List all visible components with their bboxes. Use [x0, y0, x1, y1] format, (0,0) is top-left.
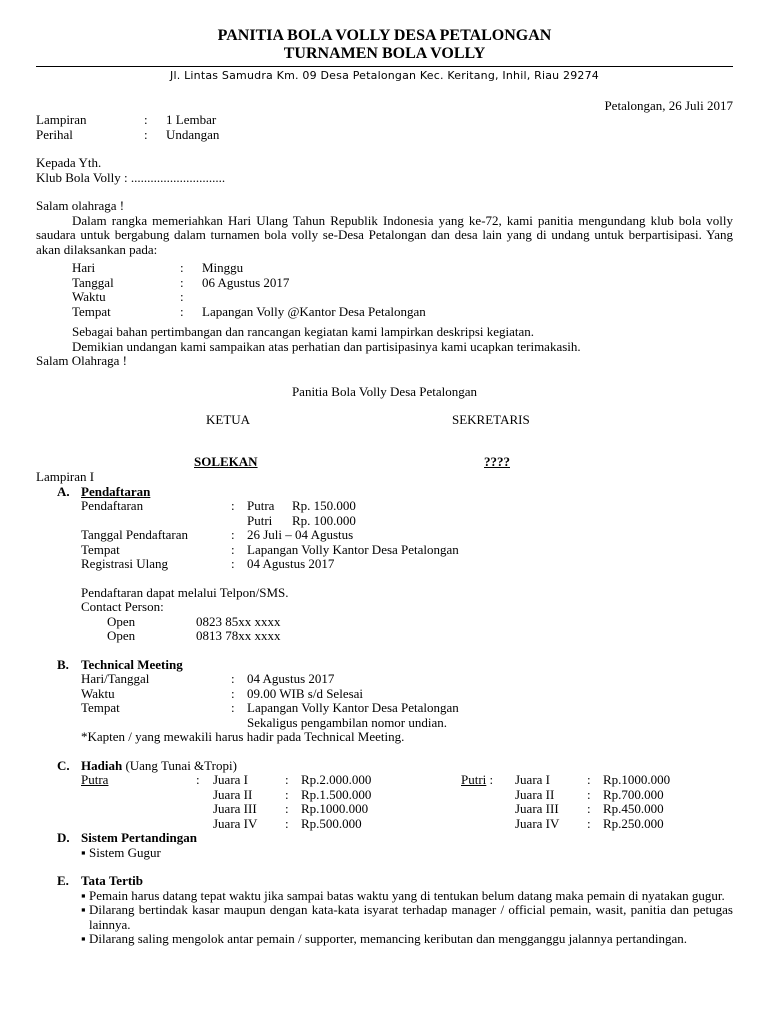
signature-names [36, 455, 733, 470]
event-row [72, 261, 733, 276]
prize-rank: Juara III [515, 801, 559, 816]
meeting-colon: : [231, 685, 235, 701]
section-title: Pendaftaran [81, 483, 151, 499]
registration-row [81, 543, 733, 558]
registration-colon: : [231, 527, 235, 542]
section-letter: A. [57, 483, 70, 499]
event-key: Tempat [72, 303, 111, 319]
prize-putri-colon: : [489, 772, 494, 787]
meeting-row [81, 687, 733, 702]
meta-row [36, 113, 733, 128]
event-row [72, 305, 733, 320]
registration-value: 26 Juli – 04 Agustus [247, 527, 354, 542]
event-key: Waktu [72, 289, 106, 304]
meta-key: Lampiran [36, 112, 87, 127]
fee-key: Pendaftaran [81, 498, 144, 513]
signature-roles [36, 413, 733, 428]
prize-rank: Juara I [515, 772, 551, 787]
meeting-value: 04 Agustus 2017 [247, 671, 335, 686]
prize-colon: : [285, 786, 289, 802]
meeting-colon [231, 716, 247, 731]
prize-amount: Rp.500.000 [301, 815, 362, 831]
prize-putri-label: Putri [461, 772, 487, 787]
registration-value: Lapangan Volly Kantor Desa Petalongan [247, 541, 459, 557]
prize-colon: : [587, 801, 591, 816]
fee-amount: Rp. 100.000 [292, 512, 356, 528]
event-row [72, 276, 733, 291]
closing-paragraph-2: Demikian undangan kami sampaikan atas perhatian dan partisipasinya kami ucapkan terimakasih. [72, 338, 581, 354]
prize-colon: : [587, 786, 591, 802]
prize-colon: : [587, 772, 591, 787]
registration-key: Registrasi Ulang [81, 556, 169, 571]
list-item [36, 889, 733, 904]
contact-person-label: Contact Person: [81, 599, 164, 614]
prize-row [213, 773, 453, 788]
list-item-text: Pemain harus datang tepat waktu jika sampai batas waktu yang di tentukan belum datang maka pemain di nyatakan gugur. [89, 887, 725, 903]
prize-row [213, 802, 453, 817]
prize-colon: : [587, 815, 591, 831]
prize-row [213, 817, 453, 832]
meeting-value: Sekaligus pengambilan nomor undian. [247, 714, 448, 730]
meta-block [36, 113, 733, 142]
event-colon: : [180, 260, 184, 275]
meta-value: Undangan [166, 126, 220, 142]
registration-colon: : [231, 556, 235, 571]
prize-rank: Juara I [213, 772, 249, 787]
event-colon: : [180, 289, 184, 304]
registration-key: Tempat [81, 541, 120, 557]
prize-amount: Rp.1000.000 [301, 801, 369, 816]
section-title: Technical Meeting [81, 656, 183, 672]
meta-colon: : [144, 126, 148, 142]
prize-amount: Rp.450.000 [603, 801, 664, 816]
section-b-body [36, 672, 733, 745]
meeting-value: 09.00 WIB s/d Selesai [247, 685, 364, 701]
letter-date: Petalongan, 26 Juli 2017 [604, 97, 733, 113]
prize-amount: Rp.1.500.000 [301, 786, 372, 802]
section-title: Tata Tertib [81, 873, 144, 888]
meta-value: 1 Lembar [166, 112, 217, 127]
event-details [36, 261, 733, 319]
prize-colon: : [285, 801, 289, 816]
signature-org: Panitia Bola Volly Desa Petalongan [291, 383, 478, 399]
contact-row [81, 629, 733, 644]
event-row [72, 290, 733, 305]
attachment-label: Lampiran I [36, 469, 95, 484]
section-subtitle: (Uang Tunai &Tropi) [122, 757, 237, 773]
meeting-key [81, 716, 231, 731]
list-item [36, 846, 733, 861]
list-item-text: Sistem Gugur [89, 844, 161, 860]
contact-phone: 0813 78xx xxxx [196, 628, 281, 643]
event-value: Minggu [202, 260, 244, 275]
recipient-line-2: Klub Bola Volly : ............................. [36, 169, 226, 185]
greeting: Salam olahraga ! [36, 198, 125, 213]
meeting-row [81, 701, 733, 716]
prize-putra-list [213, 773, 453, 831]
prize-colon: : [285, 772, 289, 787]
registration-row [81, 557, 733, 572]
prize-amount: Rp.2.000.000 [301, 772, 372, 787]
prize-rank: Juara IV [213, 815, 258, 831]
signature-right-name: ???? [484, 454, 510, 469]
list-item [36, 932, 733, 947]
section-d-heading [36, 831, 733, 846]
registration-note: Pendaftaran dapat melalui Telpon/SMS. [81, 584, 289, 600]
section-letter: D. [57, 830, 70, 845]
prize-row [213, 788, 453, 803]
prize-putri-list [515, 773, 733, 831]
closing-greeting: Salam Olahraga ! [36, 353, 127, 368]
bullet-icon: ▪ [81, 844, 86, 860]
fee-row [81, 499, 733, 514]
prize-amount: Rp.700.000 [603, 786, 664, 802]
prize-row [515, 773, 733, 788]
meeting-value: Lapangan Volly Kantor Desa Petalongan [247, 700, 459, 715]
signature-left-role: KETUA [206, 412, 251, 427]
prize-rank: Juara II [515, 786, 555, 802]
meta-key: Perihal [36, 126, 73, 142]
prize-rank: Juara III [213, 801, 257, 816]
list-item-text: Dilarang bertindak kasar maupun dengan kata-kata isyarat terhadap manager / official pemain, wasit, panitia dan petugas lainnya. [89, 902, 733, 932]
letter-title-1: PANITIA BOLA VOLLY DESA PETALONGAN [217, 27, 552, 44]
prize-row [515, 817, 733, 832]
prize-amount: Rp.250.000 [603, 815, 664, 831]
section-letter: E. [57, 873, 69, 888]
event-value: Lapangan Volly @Kantor Desa Petalongan [202, 303, 426, 319]
event-colon: : [180, 274, 184, 290]
prize-rank: Juara IV [515, 815, 560, 831]
contact-name: Open [107, 613, 136, 629]
contact-row [81, 615, 733, 630]
registration-row [81, 528, 733, 543]
contact-phone: 0823 85xx xxxx [196, 613, 281, 629]
meeting-note: *Kapten / yang mewakili harus hadir pada Technical Meeting. [81, 729, 405, 744]
section-letter: C. [57, 757, 70, 773]
section-title: Sistem Pertandingan [81, 830, 197, 845]
meeting-key: Waktu [81, 685, 115, 701]
section-e-heading [36, 874, 733, 889]
section-title: Hadiah [81, 757, 123, 773]
signature-left-name: SOLEKAN [194, 454, 258, 469]
bullet-icon: ▪ [81, 902, 86, 917]
prize-colon: : [285, 815, 289, 831]
signature-right-role: SEKRETARIS [452, 412, 530, 427]
section-a-heading [36, 485, 733, 500]
section-b-heading [36, 658, 733, 673]
registration-colon: : [231, 541, 235, 557]
section-a-body [36, 499, 733, 644]
meeting-row [81, 672, 733, 687]
list-item [36, 903, 733, 932]
meeting-key: Tempat [81, 700, 120, 715]
bullet-icon: ▪ [81, 931, 86, 946]
meeting-key: Hari/Tanggal [81, 671, 150, 686]
section-c-heading [36, 759, 733, 774]
letter-address: Jl. Lintas Samudra Km. 09 Desa Petalongan Kec. Keritang, Inhil, Riau 29274 [36, 66, 733, 84]
meeting-colon: : [231, 671, 235, 686]
prize-putra-colon: : [196, 772, 200, 787]
registration-key: Tanggal Pendaftaran [81, 527, 189, 542]
registration-value: 04 Agustus 2017 [247, 556, 335, 571]
prize-table [36, 773, 733, 831]
section-letter: B. [57, 656, 69, 672]
intro-paragraph: Dalam rangka memeriahkan Hari Ulang Tahun Republik Indonesia yang ke-72, kami panitia mengundang klub bola volly saudara untuk bergabung dalam turnamen bola volly se-Desa Petalongan dan desa lain yang di undang untuk berpartisipasi. Yang akan dilaksankan pada: [36, 212, 733, 257]
fee-category: Putri [247, 512, 273, 528]
fee-colon [231, 514, 247, 529]
prize-row [515, 802, 733, 817]
meta-row [36, 128, 733, 143]
fee-category: Putra [247, 498, 275, 513]
prize-putra-label: Putra [81, 772, 109, 787]
recipient-line-1: Kepada Yth. [36, 155, 102, 170]
meeting-colon: : [231, 700, 235, 715]
fee-colon: : [231, 498, 235, 513]
prize-amount: Rp.1000.000 [603, 772, 671, 787]
prize-rank: Juara II [213, 786, 253, 802]
list-item-text: Dilarang saling mengolok antar pemain / supporter, memancing keributan dan mengganggu jalannya pertandingan. [89, 931, 688, 946]
prize-row [515, 788, 733, 803]
fee-key [81, 514, 231, 529]
closing-paragraph-1: Sebagai bahan pertimbangan dan rancangan kegiatan kami lampirkan deskripsi kegiatan. [72, 324, 535, 339]
meta-colon: : [144, 112, 148, 127]
event-colon: : [180, 303, 184, 319]
fee-amount: Rp. 150.000 [292, 498, 356, 513]
event-value: 06 Agustus 2017 [202, 274, 290, 290]
meeting-row [81, 716, 733, 731]
letter-title-2: TURNAMEN BOLA VOLLY [283, 45, 486, 62]
contact-name: Open [107, 628, 136, 643]
event-key: Tanggal [72, 274, 114, 290]
event-key: Hari [72, 260, 96, 275]
letter-page [36, 27, 733, 947]
bullet-icon: ▪ [81, 887, 86, 903]
fee-row [81, 514, 733, 529]
